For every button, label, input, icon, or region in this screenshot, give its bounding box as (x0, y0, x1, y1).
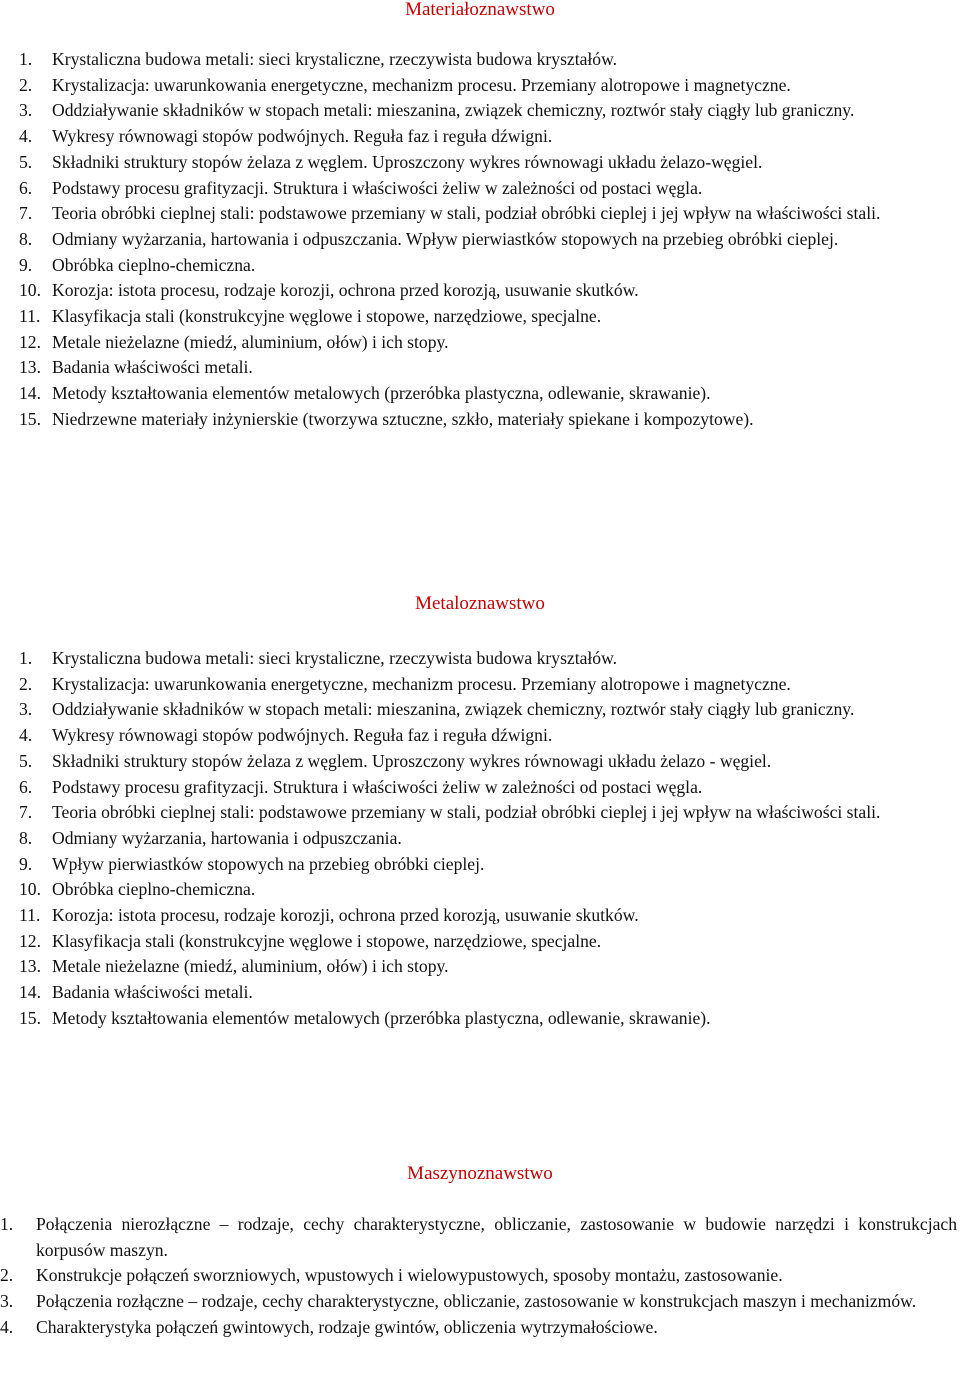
topic-list-materialoznawstwo (19, 47, 947, 433)
list-item (19, 646, 942, 672)
list-item (19, 201, 947, 227)
list-item (19, 355, 947, 381)
list-item (19, 278, 947, 304)
list-item (0, 1263, 957, 1289)
list-item-number: 15. (19, 1007, 41, 1028)
list-item (19, 980, 942, 1006)
list-item-number: 7. (19, 802, 33, 823)
section-title-metaloznawstwo: Metaloznawstwo (415, 593, 545, 614)
list-item (19, 47, 947, 73)
list-item-text: Metody kształtowania elementów metalowych (przeróbka plastyczna, odlewanie, skrawanie). (52, 1007, 711, 1028)
list-item-number: 13. (19, 956, 41, 977)
list-item-number: 4. (19, 725, 33, 746)
list-item-text: Korozja: istota procesu, rodzaje korozji, ochrona przed korozją, usuwanie skutków. (52, 280, 639, 301)
list-item-number: 11. (19, 306, 41, 327)
topic-list-maszynoznawstwo (0, 1212, 957, 1341)
list-item-number: 4. (0, 1316, 14, 1337)
list-item-number: 11. (19, 905, 41, 926)
list-item-text: Podstawy procesu grafityzacji. Struktura i właściwości żeliw w zależności od postaci węgla. (52, 177, 703, 198)
list-item-number: 10. (19, 879, 41, 900)
list-item-text: Składniki struktury stopów żelaza z węglem. Uproszczony wykres równowagi układu żelazo - węgiel. (52, 750, 772, 771)
list-item (19, 723, 942, 749)
section-title-materialoznawstwo: Materiałoznawstwo (405, 0, 555, 20)
list-item-text: Obróbka cieplno-chemiczna. (52, 254, 256, 275)
list-item (19, 749, 942, 775)
list-item (19, 407, 947, 433)
list-item-text: Krystalizacja: uwarunkowania energetyczne, mechanizm procesu. Przemiany alotropowe i magnetyczne. (52, 74, 791, 95)
list-item (19, 775, 942, 801)
list-item (19, 253, 947, 279)
list-item-number: 10. (19, 280, 41, 301)
list-item-number: 2. (0, 1265, 14, 1286)
list-item-number: 2. (19, 673, 33, 694)
list-item-number: 13. (19, 357, 41, 378)
list-item-number: 3. (0, 1291, 14, 1312)
list-item (19, 1006, 942, 1032)
list-item-number: 3. (19, 100, 33, 121)
list-item-number: 8. (19, 827, 33, 848)
list-item (19, 98, 947, 124)
list-item-text: Połączenia rozłączne – rodzaje, cechy charakterystyczne, obliczanie, zastosowanie w konstrukcjach maszyn i mechanizmów. (36, 1291, 917, 1312)
list-item-text: Odmiany wyżarzania, hartowania i odpuszczania. (52, 827, 402, 848)
list-item (19, 697, 942, 723)
list-item (19, 929, 942, 955)
list-item (0, 1289, 957, 1315)
list-item (19, 903, 942, 929)
list-item (19, 304, 947, 330)
list-item-text: Odmiany wyżarzania, hartowania i odpuszczania. Wpływ pierwiastków stopowych na przebieg obróbki cieplej. (52, 228, 839, 249)
list-item-number: 14. (19, 383, 41, 404)
list-item (19, 852, 942, 878)
list-item-text: Badania właściwości metali. (52, 357, 253, 378)
list-item (19, 73, 947, 99)
list-item-number: 15. (19, 408, 41, 429)
list-item-number: 2. (19, 74, 33, 95)
list-item-text: Metale nieżelazne (miedź, aluminium, ołów) i ich stopy. (52, 956, 449, 977)
list-item-number: 12. (19, 930, 41, 951)
list-item-number: 9. (19, 853, 33, 874)
list-item-text: Składniki struktury stopów żelaza z węglem. Uproszczony wykres równowagi układu żelazo-węgiel. (52, 151, 763, 172)
list-item (19, 800, 942, 826)
list-item-text: Krystaliczna budowa metali: sieci krystaliczne, rzeczywista budowa kryształów. (52, 648, 618, 668)
list-item-text: Oddziaływanie składników w stopach metali: mieszanina, związek chemiczny, roztwór stały ciągły lub graniczny. (52, 100, 855, 121)
list-item (0, 1315, 957, 1341)
list-item-number: 1. (0, 1214, 14, 1234)
list-item-text: Oddziaływanie składników w stopach metali: mieszanina, związek chemiczny, roztwór stały ciągły lub graniczny. (52, 699, 855, 720)
list-item-number: 6. (19, 776, 33, 797)
list-item (19, 954, 942, 980)
list-item-number: 5. (19, 151, 33, 172)
list-item (19, 672, 942, 698)
list-item-text: Charakterystyka połączeń gwintowych, rodzaje gwintów, obliczenia wytrzymałościowe. (36, 1316, 658, 1337)
list-item-text: Wykresy równowagi stopów podwójnych. Reguła faz i reguła dźwigni. (52, 126, 553, 147)
list-item-text: Klasyfikacja stali (konstrukcyjne węglowe i stopowe, narzędziowe, specjalne. (52, 930, 602, 951)
list-item-number: 1. (19, 648, 33, 668)
list-item-text: Niedrzewne materiały inżynierskie (tworzywa sztuczne, szkło, materiały spiekane i kompozytowe). (52, 408, 754, 429)
list-item-number: 6. (19, 177, 33, 198)
list-item-text: Krystaliczna budowa metali: sieci krystaliczne, rzeczywista budowa kryształów. (52, 49, 618, 69)
list-item-text: Wykresy równowagi stopów podwójnych. Reguła faz i reguła dźwigni. (52, 725, 553, 746)
list-item-text: Wpływ pierwiastków stopowych na przebieg obróbki cieplej. (52, 853, 485, 874)
topic-list-metaloznawstwo (19, 646, 942, 1032)
list-item (19, 826, 942, 852)
section-title-maszynoznawstwo: Maszynoznawstwo (407, 1163, 553, 1184)
list-item-number: 14. (19, 982, 41, 1003)
list-item (19, 176, 947, 202)
list-item-text: Metale nieżelazne (miedź, aluminium, ołów) i ich stopy. (52, 331, 449, 352)
list-item-text: Krystalizacja: uwarunkowania energetyczne, mechanizm procesu. Przemiany alotropowe i magnetyczne. (52, 673, 791, 694)
list-item-number: 5. (19, 750, 33, 771)
list-item-text: Teoria obróbki cieplnej stali: podstawowe przemiany w stali, podział obróbki cieplej i jej wpływ na właściwości stali. (52, 802, 881, 823)
list-item-text: Korozja: istota procesu, rodzaje korozji, ochrona przed korozją, usuwanie skutków. (52, 905, 639, 926)
list-item-number: 12. (19, 331, 41, 352)
list-item (19, 877, 942, 903)
list-item (19, 150, 947, 176)
list-item-text: Podstawy procesu grafityzacji. Struktura i właściwości żeliw w zależności od postaci węgla. (52, 776, 703, 797)
list-item (0, 1212, 957, 1263)
list-item-number: 4. (19, 126, 33, 147)
list-item-text: Konstrukcje połączeń sworzniowych, wpustowych i wielowypustowych, sposoby montażu, zastosowanie. (36, 1265, 783, 1286)
list-item (19, 330, 947, 356)
list-item-number: 9. (19, 254, 33, 275)
list-item-text: Teoria obróbki cieplnej stali: podstawowe przemiany w stali, podział obróbki cieplej i jej wpływ na właściwości stali. (52, 203, 881, 224)
list-item-number: 3. (19, 699, 33, 720)
list-item-text: Połączenia nierozłączne – rodzaje, cechy charakterystyczne, obliczanie, zastosowanie w budowie narzędzi i konstrukcjach korpusów maszyn. (36, 1214, 957, 1260)
list-item (19, 381, 947, 407)
list-item (19, 227, 947, 253)
list-item-text: Badania właściwości metali. (52, 982, 253, 1003)
list-item-text: Klasyfikacja stali (konstrukcyjne węglowe i stopowe, narzędziowe, specjalne. (52, 306, 602, 327)
list-item (19, 124, 947, 150)
list-item-number: 8. (19, 228, 33, 249)
list-item-text: Metody kształtowania elementów metalowych (przeróbka plastyczna, odlewanie, skrawanie). (52, 383, 711, 404)
list-item-number: 1. (19, 49, 33, 69)
list-item-number: 7. (19, 203, 33, 224)
list-item-text: Obróbka cieplno-chemiczna. (52, 879, 256, 900)
